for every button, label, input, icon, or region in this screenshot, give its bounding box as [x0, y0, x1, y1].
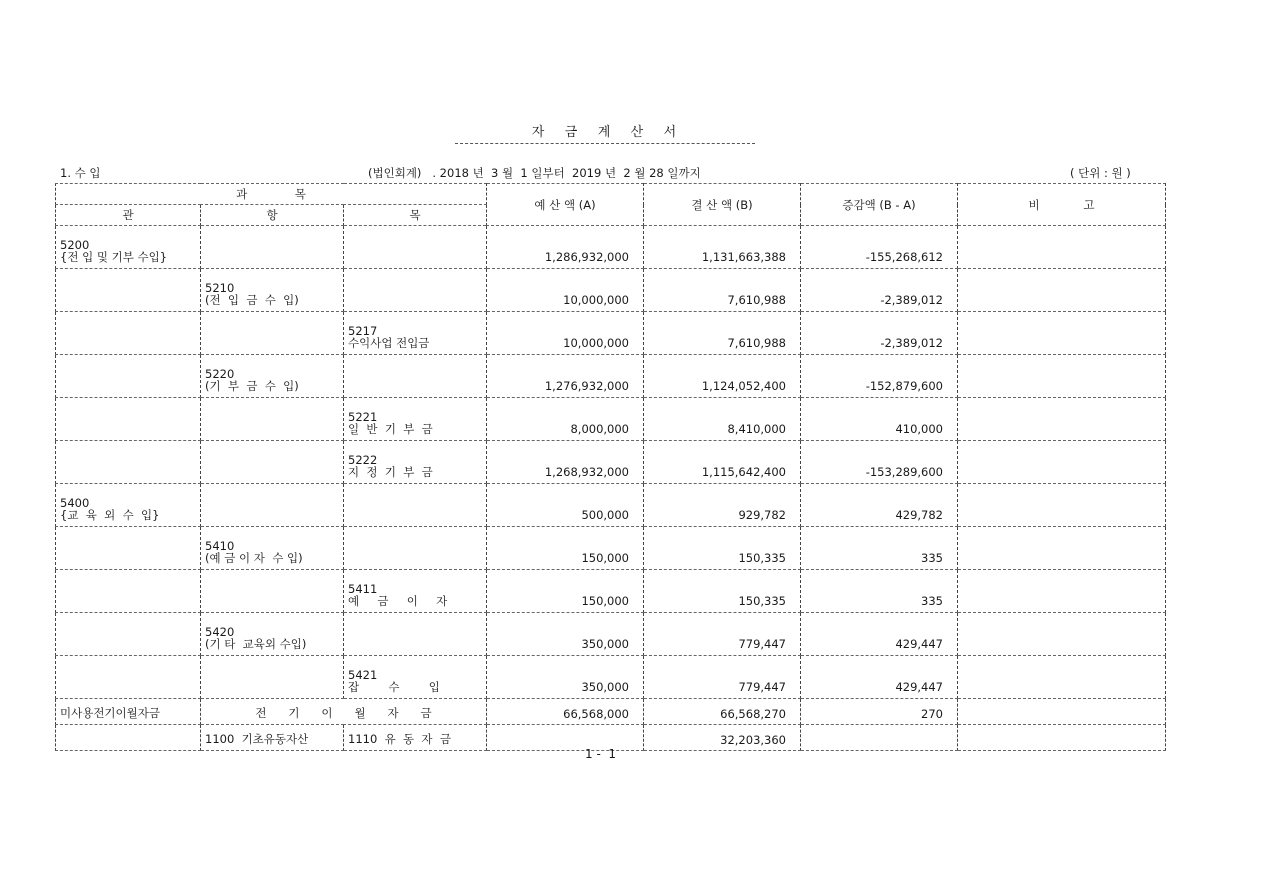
note-cell	[958, 656, 1166, 699]
budget-cell: 1,286,932,000	[487, 226, 644, 269]
budget-cell: 350,000	[487, 656, 644, 699]
hang-cell	[201, 226, 344, 269]
diff-cell: -153,289,600	[801, 441, 958, 484]
hang-cell-label: (기 부 금 수 입)	[205, 379, 299, 393]
note-cell	[958, 441, 1166, 484]
hang-cell	[201, 570, 344, 613]
hang-cell	[201, 484, 344, 527]
asset-gwan	[56, 725, 201, 751]
hang-cell	[201, 398, 344, 441]
mok-cell	[344, 613, 487, 656]
actual-cell: 150,335	[644, 527, 801, 570]
table-row	[56, 355, 1166, 398]
gwan-cell	[56, 656, 201, 699]
mok-cell-label: 일 반 기 부 금	[348, 422, 433, 436]
diff-cell: -2,389,012	[801, 269, 958, 312]
actual-cell: 1,131,663,388	[644, 226, 801, 269]
gwan-cell	[56, 269, 201, 312]
hang-cell-label: (전 입 금 수 입)	[205, 293, 299, 307]
asset-hang: 1100 기초유동자산	[201, 725, 344, 751]
gwan-cell-code: 5200	[60, 238, 90, 252]
mok-cell-code: 5221	[348, 410, 378, 424]
gwan-cell	[56, 527, 201, 570]
budget-cell: 1,276,932,000	[487, 355, 644, 398]
actual-cell: 150,335	[644, 570, 801, 613]
table-row	[56, 441, 1166, 484]
subject-header: 과 목	[56, 184, 487, 205]
diff-cell: 335	[801, 527, 958, 570]
budget-cell: 8,000,000	[487, 398, 644, 441]
budget-cell: 10,000,000	[487, 269, 644, 312]
budget-header: 예 산 액 (A)	[487, 184, 644, 226]
diff-header: 증감액 (B - A)	[801, 184, 958, 226]
hang-cell	[201, 355, 344, 398]
hang-cell	[201, 527, 344, 570]
mok-cell-label: 지 정 기 부 금	[348, 465, 433, 479]
gwan-cell	[56, 226, 201, 269]
mok-cell-code: 5411	[348, 582, 378, 596]
mok-cell-code: 5222	[348, 453, 378, 467]
page-number: 1 - 1	[585, 747, 617, 761]
diff-cell: -2,389,012	[801, 312, 958, 355]
actual-cell: 7,610,988	[644, 312, 801, 355]
hang-cell-code: 5220	[205, 367, 235, 381]
gwan-cell	[56, 570, 201, 613]
table-row	[56, 570, 1166, 613]
budget-cell: 150,000	[487, 527, 644, 570]
gwan-cell	[56, 441, 201, 484]
note-cell	[958, 527, 1166, 570]
mok-cell	[344, 527, 487, 570]
asset-diff	[801, 725, 958, 751]
mok-cell	[344, 570, 487, 613]
table-body	[56, 226, 1166, 751]
carryover-row	[56, 699, 1166, 725]
asset-note	[958, 725, 1166, 751]
actual-cell: 929,782	[644, 484, 801, 527]
hang-cell-label: (예 금 이 자 수 입)	[205, 551, 303, 565]
mok-cell-code: 5217	[348, 324, 378, 338]
gwan-cell	[56, 312, 201, 355]
actual-cell: 1,115,642,400	[644, 441, 801, 484]
gwan-cell	[56, 355, 201, 398]
hang-cell	[201, 312, 344, 355]
gwan-cell-label: {전 입 및 기부 수입}	[60, 250, 168, 264]
hang-cell-code: 5210	[205, 281, 235, 295]
mok-cell	[344, 484, 487, 527]
mok-cell	[344, 398, 487, 441]
gwan-cell-code: 5400	[60, 496, 90, 510]
actual-cell: 779,447	[644, 613, 801, 656]
hang-cell	[201, 656, 344, 699]
asset-budget	[487, 725, 644, 751]
note-cell	[958, 570, 1166, 613]
carryover-label: 미사용전기이월자금	[56, 699, 201, 725]
budget-cell: 150,000	[487, 570, 644, 613]
table-row	[56, 527, 1166, 570]
mok-cell	[344, 312, 487, 355]
mok-cell	[344, 355, 487, 398]
carryover-actual: 66,568,270	[644, 699, 801, 725]
diff-cell: 410,000	[801, 398, 958, 441]
hang-cell-code: 5420	[205, 625, 235, 639]
mok-cell	[344, 269, 487, 312]
diff-cell: 429,447	[801, 656, 958, 699]
actual-cell: 779,447	[644, 656, 801, 699]
actual-cell: 8,410,000	[644, 398, 801, 441]
actual-cell: 7,610,988	[644, 269, 801, 312]
mok-cell	[344, 656, 487, 699]
carryover-desc: 전 기 이 월 자 금	[201, 699, 487, 725]
table-row	[56, 269, 1166, 312]
carryover-diff: 270	[801, 699, 958, 725]
note-cell	[958, 398, 1166, 441]
hang-header: 항	[201, 205, 344, 226]
note-cell	[958, 613, 1166, 656]
diff-cell: 429,782	[801, 484, 958, 527]
budget-cell: 350,000	[487, 613, 644, 656]
budget-cell: 1,268,932,000	[487, 441, 644, 484]
mok-cell	[344, 226, 487, 269]
cash-flow-table	[55, 183, 1165, 751]
note-cell	[958, 269, 1166, 312]
gwan-header: 관	[56, 205, 201, 226]
table-row	[56, 398, 1166, 441]
period-label: (법인회계) . 2018 년 3 월 1 일부터 2019 년 2 월 28 일까지	[368, 166, 701, 180]
table-row	[56, 656, 1166, 699]
diff-cell: 429,447	[801, 613, 958, 656]
table-row	[56, 312, 1166, 355]
hang-cell	[201, 613, 344, 656]
mok-cell-label: 잡 수 입	[348, 680, 440, 694]
asset-actual: 32,203,360	[644, 725, 801, 751]
actual-header: 결 산 액 (B)	[644, 184, 801, 226]
hang-cell	[201, 441, 344, 484]
diff-cell: -155,268,612	[801, 226, 958, 269]
mok-cell-code: 5421	[348, 668, 378, 682]
mok-header: 목	[344, 205, 487, 226]
note-cell	[958, 312, 1166, 355]
hang-cell	[201, 269, 344, 312]
mok-cell	[344, 441, 487, 484]
unit-label: ( 단위 : 원 )	[1070, 166, 1131, 180]
gwan-cell-label: {교 육 외 수 입}	[60, 508, 160, 522]
budget-cell: 500,000	[487, 484, 644, 527]
diff-cell: -152,879,600	[801, 355, 958, 398]
gwan-cell	[56, 613, 201, 656]
gwan-cell	[56, 484, 201, 527]
note-cell	[958, 484, 1166, 527]
mok-cell-label: 수익사업 전입금	[348, 336, 430, 350]
table-row	[56, 484, 1166, 527]
note-header: 비 고	[958, 184, 1166, 226]
hang-cell-label: (기 타 교육외 수입)	[205, 637, 307, 651]
note-cell	[958, 226, 1166, 269]
mok-cell-label: 예 금 이 자	[348, 594, 448, 608]
budget-cell: 10,000,000	[487, 312, 644, 355]
diff-cell: 335	[801, 570, 958, 613]
actual-cell: 1,124,052,400	[644, 355, 801, 398]
note-cell	[958, 355, 1166, 398]
table-row	[56, 226, 1166, 269]
table-row	[56, 613, 1166, 656]
hang-cell-code: 5410	[205, 539, 235, 553]
document-title: 자 금 계 산 서	[455, 121, 755, 144]
carryover-note	[958, 699, 1166, 725]
section-label: 1. 수 입	[60, 166, 101, 180]
asset-mok: 1110 유 동 자 금	[344, 725, 487, 751]
gwan-cell	[56, 398, 201, 441]
carryover-budget: 66,568,000	[487, 699, 644, 725]
